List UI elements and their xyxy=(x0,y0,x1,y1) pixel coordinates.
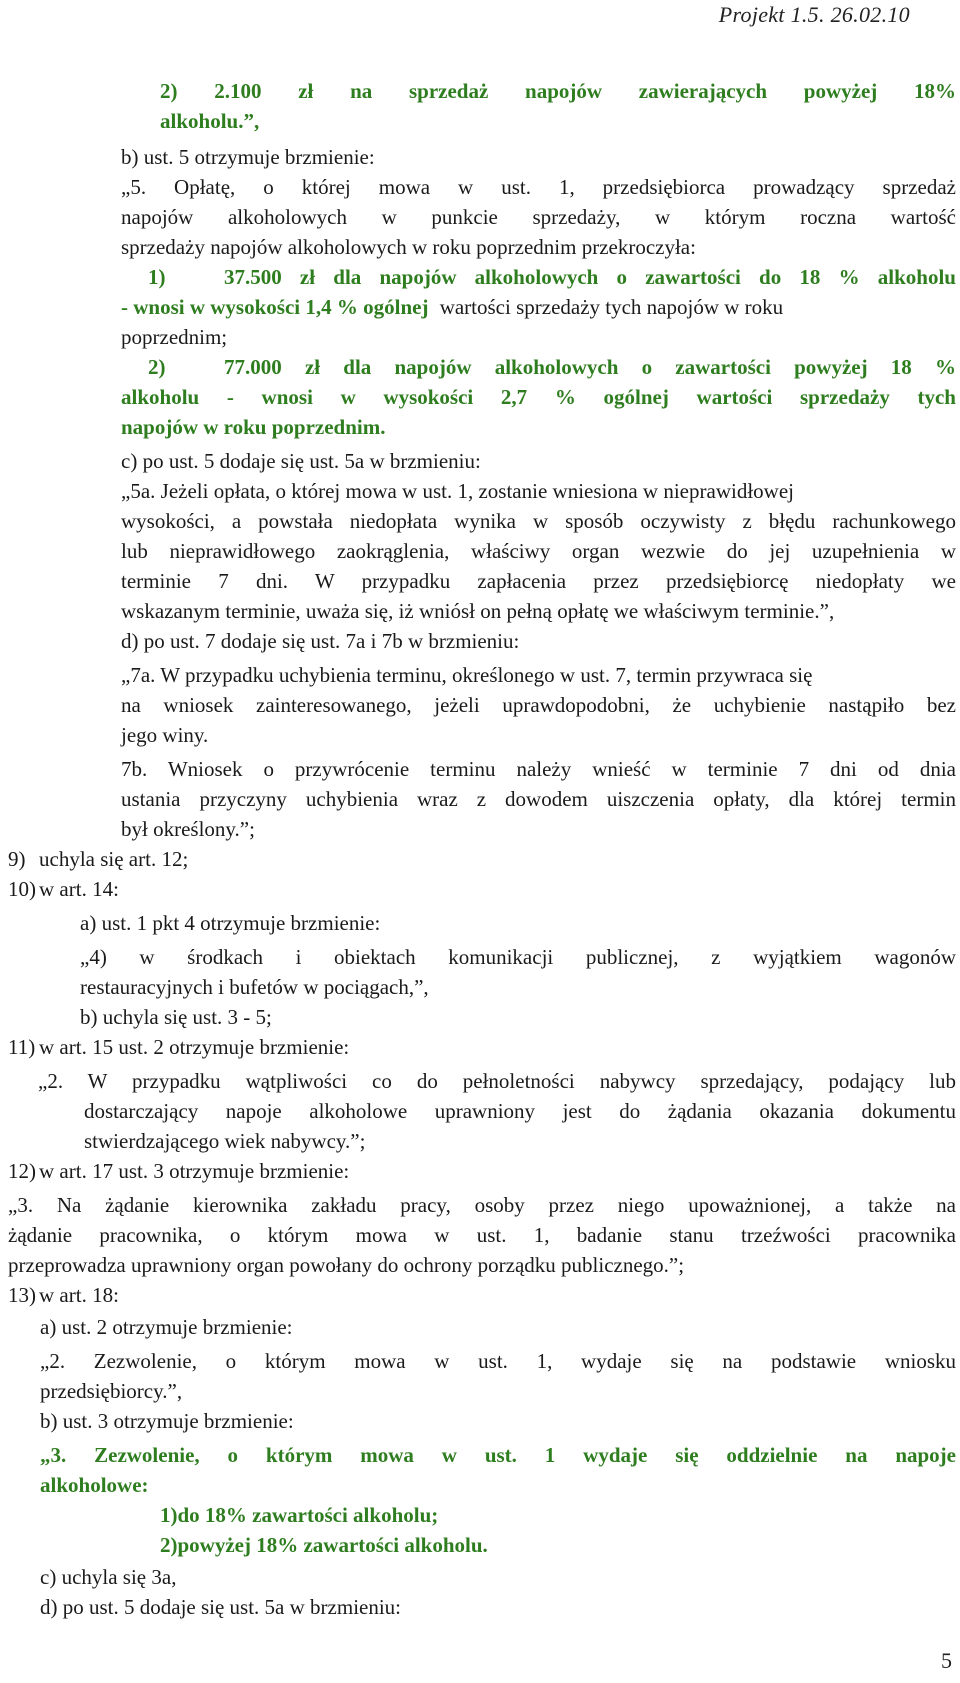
list-label: 12) xyxy=(8,1159,36,1183)
text-line: alkoholowe: xyxy=(40,1473,149,1497)
text-line: d) po ust. 5 dodaje się ust. 5a w brzmieniu: xyxy=(40,1595,402,1619)
text-line: w art. 17 ust. 3 otrzymuje brzmienie: xyxy=(39,1159,350,1183)
text-span: wartości sprzedaży tych napojów w roku xyxy=(439,295,784,319)
list-label: 2) xyxy=(148,355,166,379)
text-line: 2)powyżej 18% zawartości alkoholu. xyxy=(160,1533,488,1557)
text-span-bold: - wnosi w wysokości 1,4 % ogólnej xyxy=(121,295,429,319)
text-line: na wniosek zainteresowanego, jeżeli uprawdopodobni, że uchybienie nastąpiło bez xyxy=(121,693,956,717)
text-line: „2. W przypadku wątpliwości co do pełnoletności nabywcy sprzedający, podający lub xyxy=(38,1069,956,1093)
list-label: 9) xyxy=(8,847,26,871)
text-line: d) po ust. 7 dodaje się ust. 7a i 7b w brzmieniu: xyxy=(121,629,520,653)
text-line: terminie 7 dni. W przypadku zapłacenia przez przedsiębiorcę niedopłaty we xyxy=(121,569,956,593)
text-line: napojów alkoholowych w punkcie sprzedaży, w którym roczna wartość xyxy=(121,205,956,229)
list-label: 13) xyxy=(8,1283,36,1307)
text-line: dostarczający napoje alkoholowe uprawniony jest do żądania okazania dokumentu xyxy=(84,1099,956,1123)
list-label: 11) xyxy=(8,1035,36,1059)
text-line: lub nieprawidłowego zaokrąglenia, właściwy organ wezwie do jej uzupełnienia w xyxy=(121,539,956,563)
text-line: w art. 18: xyxy=(39,1283,119,1307)
text-line: alkoholu.”, xyxy=(160,109,260,133)
text-line: był określony.”; xyxy=(121,817,255,841)
text-line: 77.000 zł dla napojów alkoholowych o zawartości powyżej 18 % xyxy=(224,355,956,379)
text-line: „3. Na żądanie kierownika zakładu pracy, osoby przez niego upoważnionej, a także na xyxy=(8,1193,956,1217)
text-line: 2) 2.100 zł na sprzedaż napojów zawierających powyżej 18% xyxy=(160,79,956,103)
text-line: 37.500 zł dla napojów alkoholowych o zawartości do 18 % alkoholu xyxy=(224,265,956,289)
text-line: b) ust. 5 otrzymuje brzmienie: xyxy=(121,145,375,169)
text-line: ustania przyczyny uchybienia wraz z dowodem uiszczenia opłaty, dla której termin xyxy=(121,787,956,811)
text-line: „5. Opłatę, o której mowa w ust. 1, przedsiębiorca prowadzący sprzedaż xyxy=(121,175,956,199)
text-line: c) po ust. 5 dodaje się ust. 5a w brzmieniu: xyxy=(121,449,481,473)
text-line: a) ust. 1 pkt 4 otrzymuje brzmienie: xyxy=(80,911,381,935)
text-line: „5a. Jeżeli opłata, o której mowa w ust. 1, zostanie wniesiona w nieprawidłowej xyxy=(121,479,794,503)
text-line: „4) w środkach i obiektach komunikacji publicznej, z wyjątkiem wagonów xyxy=(80,945,956,969)
text-line xyxy=(121,292,956,322)
text-line: „7a. W przypadku uchybienia terminu, określonego w ust. 7, termin przywraca się xyxy=(121,663,813,687)
text-line: „3. Zezwolenie, o którym mowa w ust. 1 wydaje się oddzielnie na napoje xyxy=(40,1443,956,1467)
text-line: przedsiębiorcy.”, xyxy=(40,1379,183,1403)
text-line: 1)do 18% zawartości alkoholu; xyxy=(160,1503,439,1527)
page-number: 5 xyxy=(941,1648,952,1673)
text-line: uchyla się art. 12; xyxy=(39,847,189,871)
text-line: w art. 15 ust. 2 otrzymuje brzmienie: xyxy=(39,1035,350,1059)
text-line: przeprowadza uprawniony organ powołany do ochrony porządku publicznego.”; xyxy=(8,1253,685,1277)
text-line: wskazanym terminie, uważa się, iż wniósł on pełną opłatę we właściwym terminie.”, xyxy=(121,599,835,623)
text-line: c) uchyla się 3a, xyxy=(40,1565,177,1589)
text-line: alkoholu - wnosi w wysokości 2,7 % ogólnej wartości sprzedaży tych xyxy=(121,385,956,409)
list-label: 1) xyxy=(148,265,166,289)
text-line: poprzednim; xyxy=(121,325,228,349)
text-line: w art. 14: xyxy=(39,877,119,901)
text-line: b) uchyla się ust. 3 - 5; xyxy=(80,1005,272,1029)
text-line: „2. Zezwolenie, o którym mowa w ust. 1, wydaje się na podstawie wniosku xyxy=(40,1349,956,1373)
text-line: napojów w roku poprzednim. xyxy=(121,415,386,439)
text-line: sprzedaży napojów alkoholowych w roku poprzednim przekroczyła: xyxy=(121,235,696,259)
text-line: restauracyjnych i bufetów w pociągach,”, xyxy=(80,975,429,999)
project-header: Projekt 1.5. 26.02.10 xyxy=(718,2,910,27)
text-line: 7b. Wniosek o przywrócenie terminu należy wnieść w terminie 7 dni od dnia xyxy=(121,757,956,781)
text-line: żądanie pracownika, o którym mowa w ust. 1, badanie stanu trzeźwości pracownika xyxy=(8,1223,956,1247)
text-line: jego winy. xyxy=(121,723,209,747)
text-line: stwierdzającego wiek nabywcy.”; xyxy=(84,1129,366,1153)
text-line: wysokości, a powstała niedopłata wynika w sposób oczywisty z błędu rachunkowego xyxy=(121,509,956,533)
text-line: a) ust. 2 otrzymuje brzmienie: xyxy=(40,1315,293,1339)
text-line: b) ust. 3 otrzymuje brzmienie: xyxy=(40,1409,294,1433)
list-label: 10) xyxy=(8,877,36,901)
